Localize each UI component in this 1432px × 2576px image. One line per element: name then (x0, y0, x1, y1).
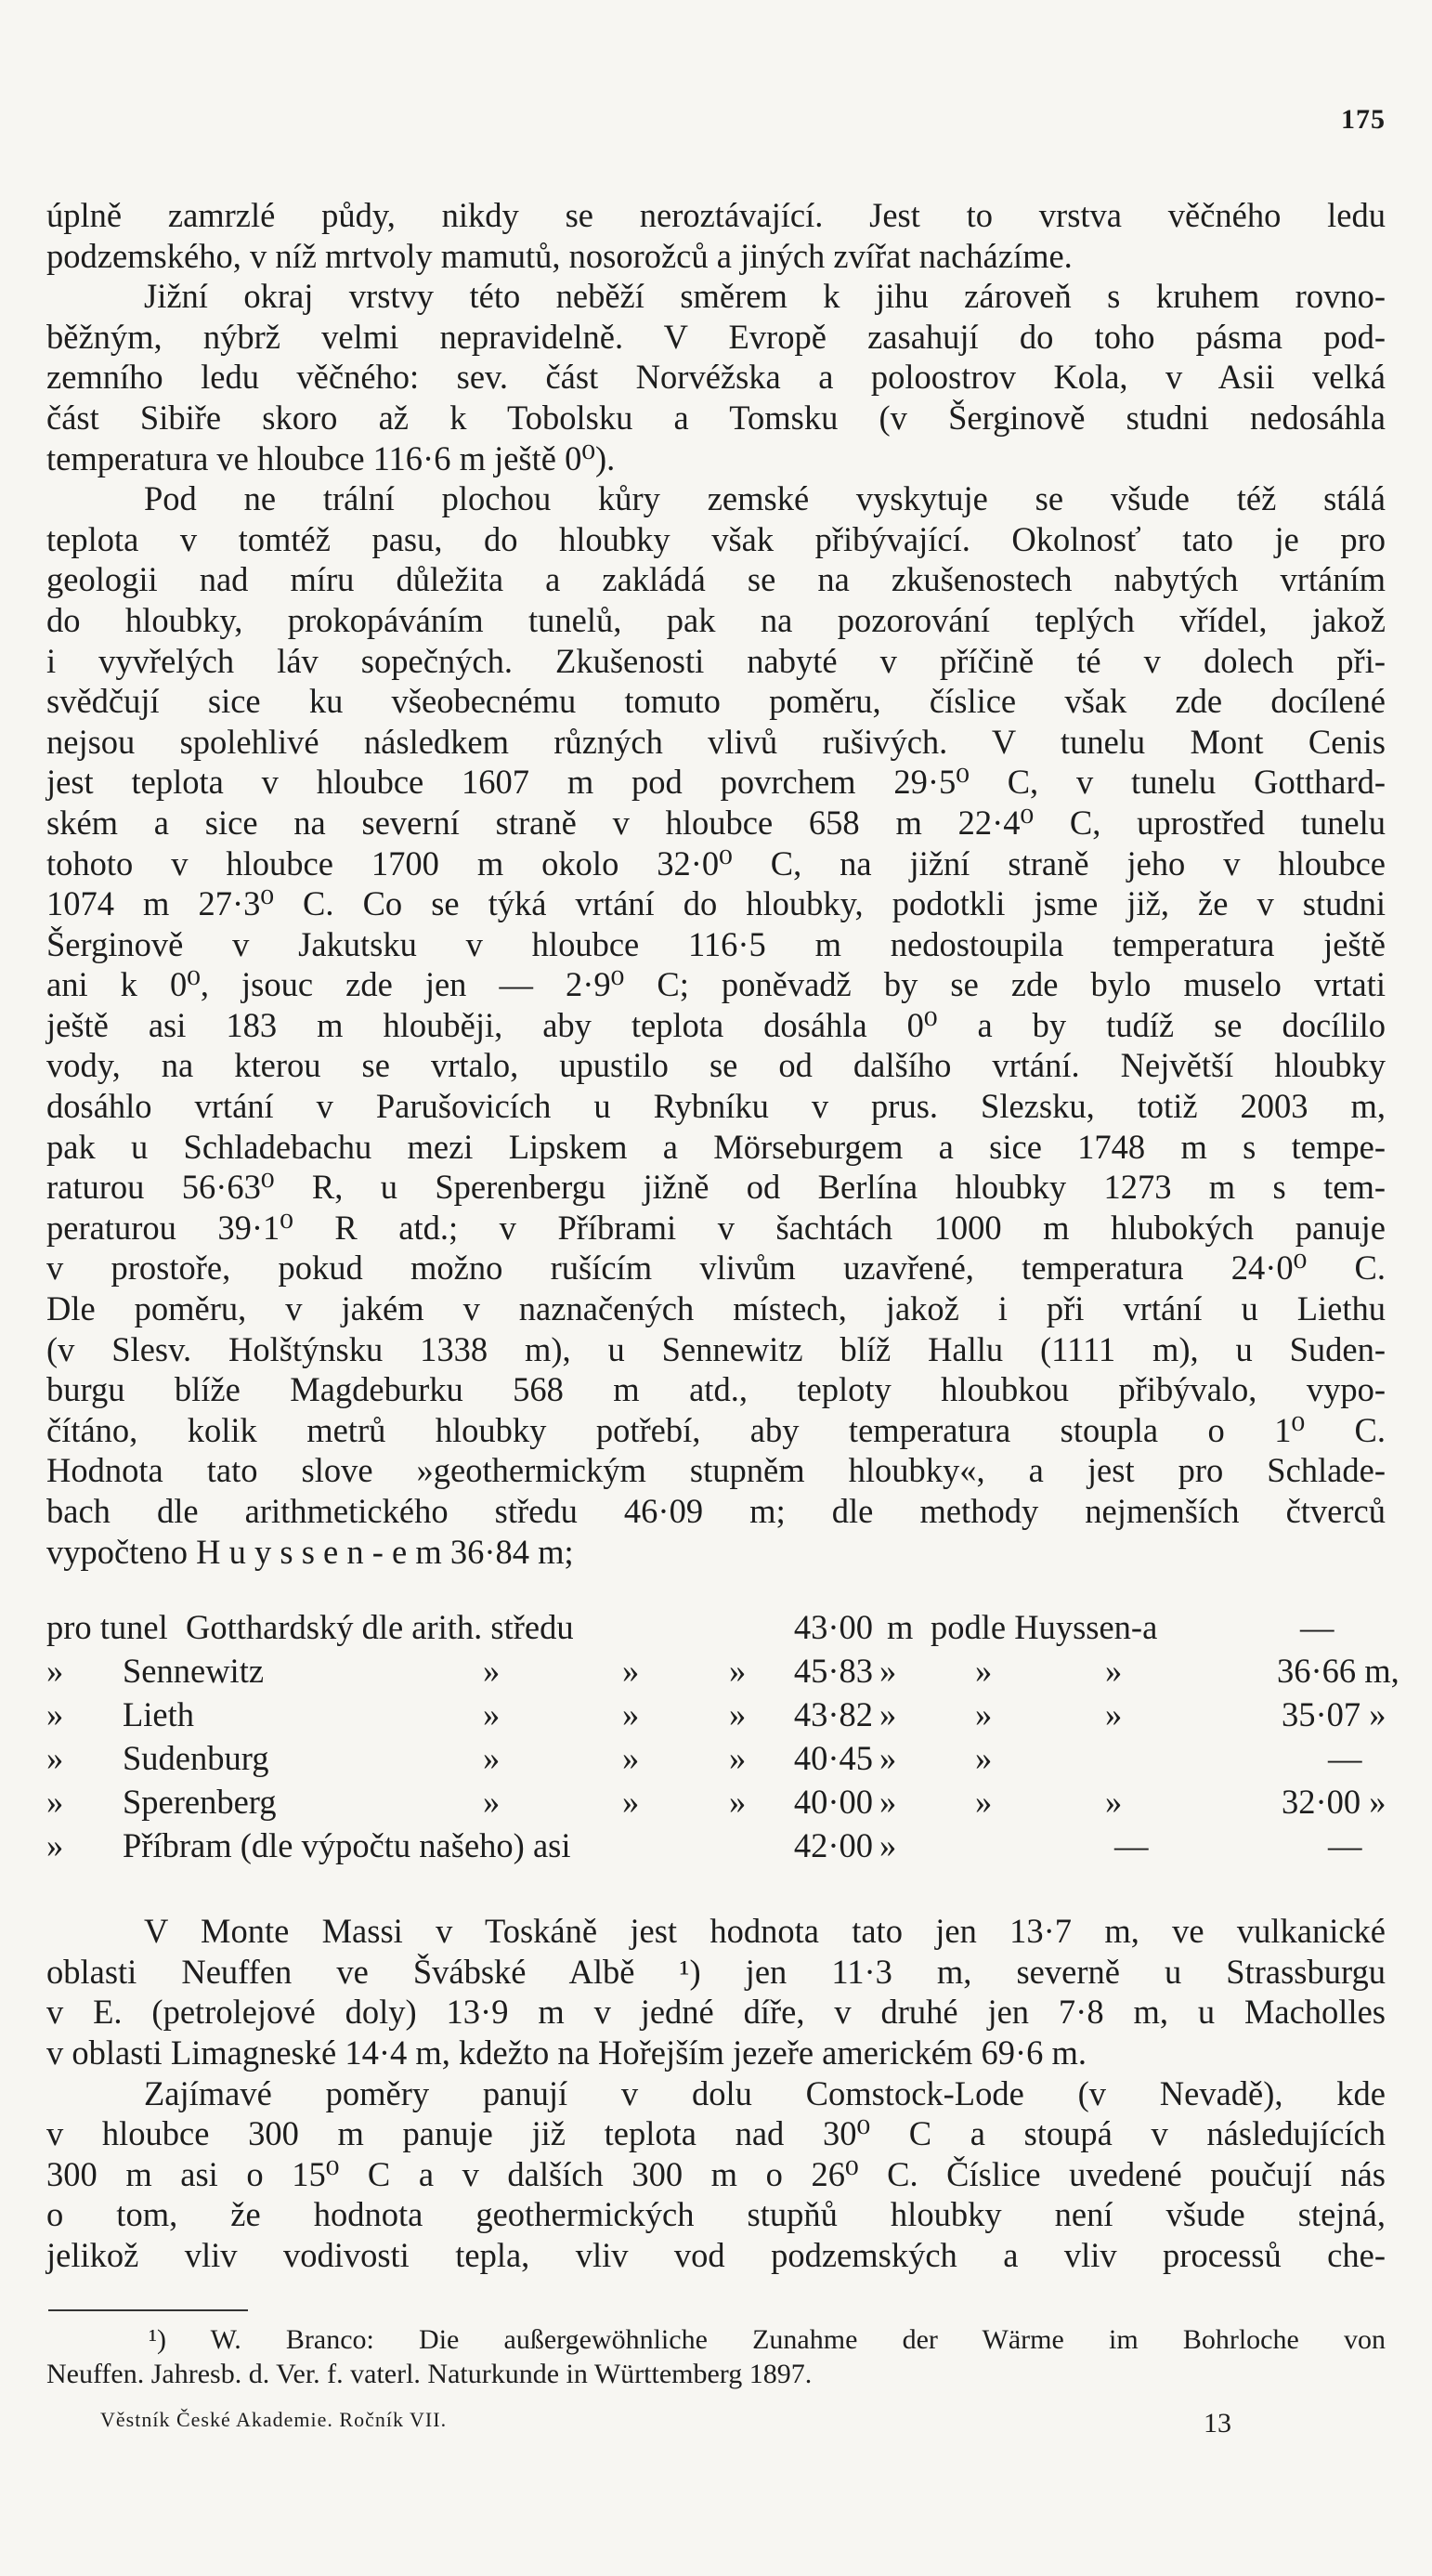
row-value: 40·00 (793, 1783, 873, 1822)
text-line: Hodnota tato slove »geothermickým stupněm hloubky«, a jest pro Schlade- (46, 1451, 1386, 1490)
text-line: ještě asi 183 m hlouběji, aby teplota dosáhla 0⁰ a by tudíž se docílilo (46, 1005, 1386, 1044)
ditto-mark: » (1105, 1783, 1123, 1822)
row-result: 35·07 » (1282, 1695, 1386, 1734)
ditto-mark: » (729, 1695, 747, 1734)
geothermal-table (46, 1607, 1399, 1869)
text-line: dosáhlo vrtání v Parušovicích u Rybníku v prus. Slezsku, totiž 2003 m, (46, 1087, 1386, 1126)
text-line: v E. (petrolejové doly) 13·9 m v jedné díře, v druhé jen 7·8 m, u Macholles (46, 1993, 1386, 2032)
text-line: geologii nad míru důležita a zakládá se na zkušenostech nabytých vrtáním (46, 560, 1386, 599)
text-line: o tom, že hodnota geothermických stupňů hloubky není všude stejná, (46, 2195, 1386, 2234)
table-row (46, 1694, 1386, 1738)
after-table-text (46, 1911, 1386, 2275)
paragraph (46, 276, 1386, 478)
text-line: V Monte Massi v Toskáně jest hodnota tato jen 13·7 m, ve vulkanické (144, 1912, 1386, 1951)
paragraph (46, 195, 1386, 276)
sheet-number: 13 (1204, 2408, 1231, 2439)
ditto-mark: » (622, 1695, 640, 1734)
text-line: část Sibiře skoro až k Tobolsku a Tomsku (v Šerginově studni nedosáhla (46, 398, 1386, 437)
text-line: ani k 0⁰, jsouc zde jen — 2·9⁰ C; poněvadž by se zde bylo muselo vrtati (46, 965, 1386, 1004)
text-line: Jižní okraj vrstvy této neběží směrem k jihu zároveň s kruhem rovno- (144, 277, 1386, 316)
ditto-mark: » (729, 1783, 747, 1822)
row-value: 40·45 (793, 1739, 873, 1778)
row-result: — (1328, 1826, 1362, 1865)
row-value: 43·00 (793, 1608, 873, 1647)
text-line: vody, na kterou se vrtalo, upustilo se od dalšího vrtání. Největší hloubky (46, 1046, 1386, 1085)
ditto-mark: » (483, 1695, 501, 1734)
text-line: Zajímavé poměry panují v dolu Comstock-Lode (v Nevadě), kde (144, 2073, 1386, 2112)
ditto-mark: » (879, 1826, 897, 1865)
paragraph (46, 1911, 1386, 2073)
text-line: teplota v tomtéž pasu, do hloubky však přibývající. Okolnosť tato je pro (46, 519, 1386, 558)
ditto-mark: » (879, 1739, 897, 1778)
text-line: Šerginově v Jakutsku v hloubce 116·5 m nedostoupila temperatura ještě (46, 924, 1386, 963)
ditto-mark: » (483, 1783, 501, 1822)
ditto-mark: » (975, 1695, 993, 1734)
row-name: Sperenberg (123, 1783, 277, 1822)
text-line: pak u Schladebachu mezi Lipskem a Mörseburgem a sice 1748 m s tempe- (46, 1127, 1386, 1166)
text-line: v prostoře, pokud možno rušícím vlivům uzavřené, temperatura 24·0⁰ C. (46, 1249, 1386, 1288)
row-result: 36·66 m, (1277, 1652, 1399, 1691)
paragraph (46, 2073, 1386, 2276)
text-line: svědčují sice ku všeobecnému tomuto poměru, číslice však zde docílené (46, 682, 1386, 721)
text-line: podzemského, v níž mrtvoly mamutů, nosorožců a jiných zvířat nacházíme. (46, 236, 1073, 275)
table-row (46, 1738, 1386, 1782)
ditto-mark: » (1105, 1695, 1123, 1734)
main-text (46, 195, 1399, 2276)
ditto-mark: » (879, 1652, 897, 1691)
row-label: podle Huyssen-a (931, 1608, 1158, 1647)
row-name: Příbram (dle výpočtu našeho) asi (123, 1826, 571, 1865)
row-unit: m (887, 1608, 914, 1647)
text-line: Dle poměru, v jakém v naznačených místech, jakož i při vrtání u Liethu (46, 1289, 1386, 1328)
text-line: v oblasti Limagneské 14·4 m, kdežto na Hořejším jezeře americkém 69·6 m. (46, 2033, 1087, 2072)
paragraph (46, 478, 1386, 1572)
text-line: 300 m asi o 15⁰ C a v dalších 300 m o 26⁰ C. Číslice uvedené poučují nás (46, 2154, 1386, 2193)
text-line: jelikož vliv vodivosti tepla, vliv vod podzemských a vliv processů che- (46, 2235, 1386, 2274)
ditto-mark: » (46, 1695, 64, 1734)
row-prefix: pro tunel (46, 1608, 168, 1647)
text-line: bach dle arithmetického středu 46·09 m; dle methody nejmenších čtverců (46, 1492, 1386, 1530)
text-line: v hloubce 300 m panuje již teplota nad 30⁰ C a stoupá v následujících (46, 2114, 1386, 2153)
ditto-mark: » (879, 1695, 897, 1734)
ditto-mark: » (729, 1652, 747, 1691)
table-row (46, 1607, 1386, 1651)
text-line: 1074 m 27·3⁰ C. Co se týká vrtání do hloubky, podotkli jsme již, že v studni (46, 884, 1386, 923)
ditto-mark: » (622, 1652, 640, 1691)
text-line: (v Slesv. Holštýnsku 1338 m), u Sennewitz blíž Hallu (1111 m), u Suden- (46, 1329, 1386, 1368)
text-line: jest teplota v hloubce 1607 m pod povrchem 29·5⁰ C, v tunelu Gotthard- (46, 763, 1386, 802)
ditto-mark: » (622, 1783, 640, 1822)
text-line: peraturou 39·1⁰ R atd.; v Příbrami v šachtách 1000 m hlubokých panuje (46, 1208, 1386, 1247)
ditto-mark: » (483, 1739, 501, 1778)
ditto-mark: » (46, 1783, 64, 1822)
ditto-mark: » (1105, 1652, 1123, 1691)
text-line: úplně zamrzlé půdy, nikdy se neroztávající. Jest to vrstva věčného ledu (46, 196, 1386, 234)
row-name: Lieth (123, 1695, 195, 1734)
ditto-mark: » (46, 1652, 64, 1691)
row-value: 42·00 (793, 1826, 873, 1865)
text-line: běžným, nýbrž velmi nepravidelně. V Evropě zasahují do toho pásma pod- (46, 317, 1386, 356)
text-line: zemního ledu věčného: sev. část Norvéžska a poloostrov Kola, v Asii velká (46, 358, 1386, 397)
text-line: tohoto v hloubce 1700 m okolo 32·0⁰ C, na jižní straně jeho v hloubce (46, 843, 1386, 883)
ditto-mark: » (622, 1739, 640, 1778)
table-row (46, 1651, 1399, 1694)
row-name: Sennewitz (123, 1652, 265, 1691)
table-row (46, 1782, 1386, 1825)
row-result: — (1328, 1739, 1362, 1778)
ditto-mark: » (879, 1783, 897, 1822)
text-line: oblasti Neuffen ve Švábské Albě ¹) jen 11·3 m, severně u Strassburgu (46, 1952, 1386, 1991)
text-line: Pod ne trální plochou kůry zemské vyskytuje se všude též stálá (144, 479, 1386, 518)
row-value: 43·82 (793, 1695, 873, 1734)
text-line: temperatura ve hloubce 116·6 m ještě 0⁰). (46, 438, 616, 477)
ditto-mark: » (729, 1739, 747, 1778)
footnote-line: Neuffen. Jahresb. d. Ver. f. vaterl. Naturkunde in Württemberg 1897. (46, 2359, 813, 2389)
text-line: nejsou spolehlivé následkem různých vlivů rušivých. V tunelu Mont Cenis (46, 722, 1386, 761)
footnote-divider (48, 2309, 248, 2311)
ditto-mark: » (975, 1783, 993, 1822)
text-line: burgu blíže Magdeburku 568 m atd., teploty hloubkou přibývalo, vypo- (46, 1370, 1386, 1409)
ditto-mark: » (975, 1739, 993, 1778)
ditto-mark: » (46, 1739, 64, 1778)
ditto-mark: » (46, 1826, 64, 1865)
text-line: ském a sice na severní straně v hloubce 658 m 22·4⁰ C, uprostřed tunelu (46, 803, 1386, 842)
row-name: Gotthardský dle arith. středu (186, 1608, 574, 1647)
ditto-mark: » (975, 1652, 993, 1691)
row-result: 32·00 » (1282, 1783, 1386, 1822)
text-line: vypočteno H u y s s e n - e m 36·84 m; (46, 1532, 574, 1571)
footnote-line: ¹) W. Branco: Die außergewöhnliche Zunahme der Wärme im Bohrloche von (149, 2324, 1386, 2355)
text-line: do hloubky, prokopáváním tunelů, pak na pozorování teplých vřídel, jakož (46, 600, 1386, 639)
footnote (46, 2322, 1386, 2391)
journal-signature: Věstník České Akademie. Ročník VII. (100, 2408, 448, 2431)
page-number: 175 (1341, 104, 1386, 135)
table-row (46, 1825, 1386, 1869)
row-value: 45·83 (793, 1652, 873, 1691)
row-result: — (1300, 1608, 1334, 1647)
row-dash: — (1114, 1826, 1149, 1865)
text-line: čítáno, kolik metrů hloubky potřebí, aby temperatura stoupla o 1⁰ C. (46, 1410, 1386, 1449)
text-line: raturou 56·63⁰ R, u Sperenbergu jižně od Berlína hloubky 1273 m s tem- (46, 1168, 1386, 1207)
text-line: i vyvřelých láv sopečných. Zkušenosti nabyté v příčině té v dolech při- (46, 641, 1386, 680)
row-name: Sudenburg (123, 1739, 269, 1778)
ditto-mark: » (483, 1652, 501, 1691)
